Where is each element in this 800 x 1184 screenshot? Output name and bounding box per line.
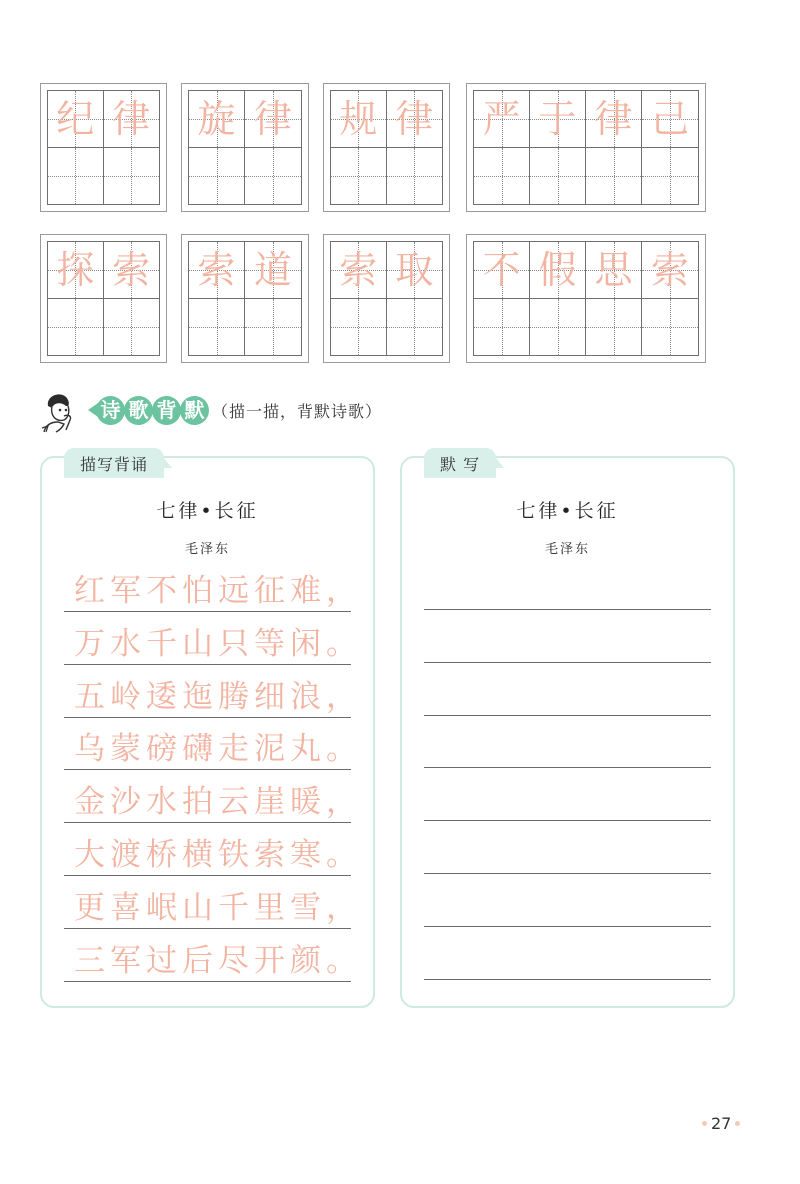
poem-author: 毛泽东 bbox=[184, 542, 230, 557]
blank-line[interactable] bbox=[424, 557, 711, 610]
writing-cell[interactable] bbox=[586, 148, 642, 205]
verse-line bbox=[64, 717, 362, 770]
trace-character: 索 bbox=[339, 247, 378, 292]
trace-cell bbox=[474, 242, 530, 299]
trace-character: 旋 bbox=[197, 96, 236, 141]
dot-decoration bbox=[702, 1121, 707, 1126]
verse-text: 三军过后尽开颜。 bbox=[74, 942, 362, 979]
verse-text: 红军不怕远征难， bbox=[74, 573, 362, 609]
trace-cell bbox=[48, 242, 104, 299]
writing-cell[interactable] bbox=[331, 299, 387, 356]
writing-cell[interactable] bbox=[474, 299, 530, 356]
verse-text: 万水千山只等闲。 bbox=[74, 625, 362, 662]
poem-title: 七律•长征 bbox=[156, 500, 259, 522]
trace-character: 索 bbox=[650, 247, 689, 292]
panel-tab-trace: 描写背诵 bbox=[64, 448, 164, 478]
title-char: 背 bbox=[152, 396, 181, 425]
trace-character: 不 bbox=[482, 247, 521, 292]
trace-character: 规 bbox=[339, 96, 378, 141]
verse-text: 大渡桥横铁索寒。 bbox=[74, 837, 362, 873]
trace-character: 己 bbox=[650, 96, 689, 141]
writing-cell[interactable] bbox=[189, 148, 245, 205]
writing-cell[interactable] bbox=[387, 148, 443, 205]
blank-line[interactable] bbox=[424, 715, 711, 768]
trace-recite-panel bbox=[40, 456, 375, 1008]
writing-cell[interactable] bbox=[104, 148, 160, 205]
vocab-grid bbox=[181, 83, 309, 212]
trace-character: 索 bbox=[197, 247, 236, 292]
vocab-grid bbox=[40, 234, 167, 363]
trace-cell bbox=[331, 242, 387, 299]
trace-cell bbox=[245, 91, 301, 148]
vocab-grid bbox=[323, 83, 450, 212]
panel-tab-dictation: 默 写 bbox=[424, 448, 496, 478]
trace-cell bbox=[387, 91, 443, 148]
writing-cell[interactable] bbox=[104, 299, 160, 356]
dot-decoration bbox=[735, 1121, 740, 1126]
poem-author: 毛泽东 bbox=[544, 542, 590, 557]
title-char: 默 bbox=[180, 396, 209, 425]
section-subtitle: （描一描，背默诗歌） bbox=[212, 401, 383, 421]
trace-character: 严 bbox=[482, 96, 521, 141]
section-title bbox=[88, 396, 208, 425]
trace-cell bbox=[189, 91, 245, 148]
blank-line[interactable] bbox=[424, 874, 711, 927]
poem-title: 七律•长征 bbox=[516, 500, 619, 522]
writing-cell[interactable] bbox=[48, 148, 104, 205]
trace-cell bbox=[530, 91, 586, 148]
trace-cell bbox=[642, 91, 698, 148]
page-number-text: 27 bbox=[711, 1114, 732, 1133]
verse-line bbox=[64, 665, 362, 718]
trace-character: 取 bbox=[395, 247, 434, 292]
verse-text: 乌蒙磅礴走泥丸。 bbox=[74, 731, 362, 768]
trace-cell bbox=[586, 91, 642, 148]
trace-cell bbox=[387, 242, 443, 299]
trace-character: 律 bbox=[594, 96, 633, 141]
trace-character: 假 bbox=[538, 247, 577, 292]
vocab-grid bbox=[40, 83, 167, 212]
trace-cell bbox=[331, 91, 387, 148]
trace-character: 索 bbox=[112, 247, 151, 292]
trace-cell bbox=[104, 242, 160, 299]
trace-cell bbox=[586, 242, 642, 299]
writing-cell[interactable] bbox=[474, 148, 530, 205]
verse-line bbox=[64, 929, 362, 982]
trace-cell bbox=[189, 242, 245, 299]
writing-cell[interactable] bbox=[245, 299, 301, 356]
vocab-grid bbox=[466, 83, 706, 212]
writing-cell[interactable] bbox=[586, 299, 642, 356]
writing-cell[interactable] bbox=[245, 148, 301, 205]
title-char: 歌 bbox=[124, 396, 153, 425]
blank-line[interactable] bbox=[424, 768, 711, 821]
trace-cell bbox=[474, 91, 530, 148]
trace-cell bbox=[530, 242, 586, 299]
writing-cell[interactable] bbox=[387, 299, 443, 356]
writing-cell[interactable] bbox=[331, 148, 387, 205]
writing-cell[interactable] bbox=[642, 299, 698, 356]
section-header bbox=[38, 386, 382, 434]
trace-cell bbox=[104, 91, 160, 148]
verse-line bbox=[64, 612, 362, 665]
dictation-panel bbox=[400, 456, 735, 1008]
trace-character: 思 bbox=[594, 247, 633, 292]
trace-character: 律 bbox=[112, 96, 151, 141]
verse-line bbox=[64, 876, 362, 929]
thinking-boy-icon bbox=[38, 386, 86, 434]
writing-cell[interactable] bbox=[642, 148, 698, 205]
verse-text: 金沙水拍云崖暖， bbox=[74, 784, 362, 821]
blank-line[interactable] bbox=[424, 821, 711, 874]
writing-cell[interactable] bbox=[48, 299, 104, 356]
trace-cell bbox=[642, 242, 698, 299]
writing-cell[interactable] bbox=[530, 299, 586, 356]
trace-character: 探 bbox=[56, 247, 95, 292]
verse-line bbox=[64, 559, 362, 612]
trace-character: 律 bbox=[253, 96, 292, 141]
blank-line[interactable] bbox=[424, 610, 711, 663]
trace-character: 于 bbox=[538, 96, 577, 141]
verse-text: 更喜岷山千里雪， bbox=[74, 889, 362, 926]
trace-cell bbox=[48, 91, 104, 148]
writing-cell[interactable] bbox=[530, 148, 586, 205]
writing-cell[interactable] bbox=[189, 299, 245, 356]
vocab-grid bbox=[323, 234, 450, 363]
blank-line[interactable] bbox=[424, 663, 711, 716]
page-number bbox=[698, 1114, 744, 1133]
trace-character: 纪 bbox=[56, 96, 95, 141]
trace-character: 道 bbox=[253, 247, 292, 292]
title-char: 诗 bbox=[96, 396, 125, 425]
verse-line bbox=[64, 770, 362, 823]
verse-text: 五岭逶迤腾细浪， bbox=[74, 678, 362, 715]
vocab-grid bbox=[466, 234, 706, 363]
trace-cell bbox=[245, 242, 301, 299]
blank-line[interactable] bbox=[424, 927, 711, 980]
verse-line bbox=[64, 823, 362, 876]
vocab-grid bbox=[181, 234, 309, 363]
trace-character: 律 bbox=[395, 96, 434, 141]
